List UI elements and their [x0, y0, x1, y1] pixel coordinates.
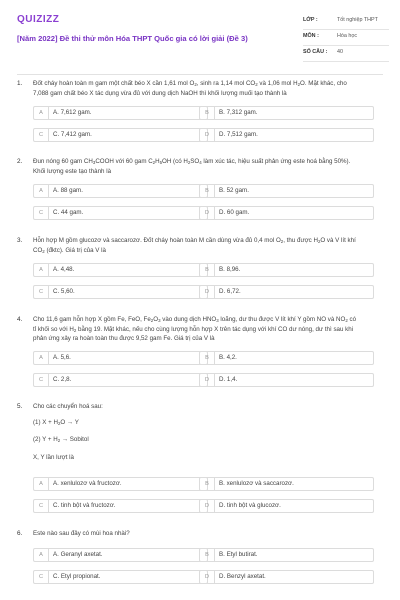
answer-option-d[interactable] [199, 499, 374, 513]
question-number: 3. [17, 237, 23, 244]
option-letter-box: C [34, 500, 49, 512]
question-text [33, 316, 379, 344]
question-line: Khối lượng este tạo thành là [33, 167, 112, 175]
option-text: D. 60 gam. [219, 209, 250, 216]
answer-option-d[interactable] [199, 128, 374, 142]
option-text: C. 2,8. [53, 376, 72, 383]
option-letter-box: A [34, 107, 49, 119]
option-text: A. 4,48. [53, 266, 75, 273]
answer-option-a[interactable] [33, 184, 208, 198]
answer-option-a[interactable] [33, 106, 208, 120]
question-line: Hỗn hợp M gồm glucozơ và saccarozơ. Đốt cháy hoàn toàn M cần dùng vừa đủ 0,4 mol $O_2$, thu được $H_2O$ và V lít khí [33, 237, 356, 244]
answer-option-a[interactable] [33, 263, 208, 277]
option-letter-box: C [34, 207, 49, 219]
answer-option-b[interactable] [199, 548, 374, 562]
option-letter-box: B [200, 352, 215, 364]
question-line: 7,088 gam chất béo X tác dụng vừa đủ với dung dịch NaOH thì khối lượng muối tạo thành là [33, 89, 287, 97]
option-text: C. 5,60. [53, 288, 75, 295]
answer-option-a[interactable] [33, 351, 208, 365]
worksheet-header [17, 14, 387, 62]
option-text: B. 7,312 gam. [219, 109, 258, 116]
meta-key: SỐ CÂU : [303, 49, 328, 55]
meta-table [303, 14, 389, 62]
option-letter-box: B [200, 107, 215, 119]
question-number: 2. [17, 158, 23, 165]
header-divider [17, 74, 383, 75]
answer-option-c[interactable] [33, 128, 208, 142]
option-letter-box: D [200, 500, 215, 512]
answer-option-c[interactable] [33, 373, 208, 387]
answer-option-b[interactable] [199, 351, 374, 365]
meta-row-subject [303, 30, 389, 46]
option-letter-box: D [200, 286, 215, 298]
answer-option-d[interactable] [199, 206, 374, 220]
answer-option-c[interactable] [33, 570, 208, 584]
answer-option-b[interactable] [199, 477, 374, 491]
option-text: A. 7,612 gam. [53, 109, 92, 116]
question-line: Đốt cháy hoàn toàn m gam một chất béo X cần 1,61 mol $O_2$, sinh ra 1,14 mol $CO_2$ và 1,06 mol $H_2O$. Mặt khác, cho [33, 80, 347, 87]
question-line: Cho 11,6 gam hỗn hợp X gồm Fe, FeO, $Fe_2O_3$ vào dung dịch $HNO_3$ loãng, dư thu được V lít khí Y gồm NO và $NO_2$ có [33, 316, 357, 323]
option-letter-box: B [200, 185, 215, 197]
option-letter-box: A [34, 264, 49, 276]
meta-row-class [303, 14, 389, 30]
option-text: B. 52 gam. [219, 187, 249, 194]
option-letter-box: D [200, 129, 215, 141]
meta-value: Tốt nghiệp THPT [337, 17, 378, 23]
question-text [33, 158, 379, 176]
option-letter-box: B [200, 549, 215, 561]
question-number: 6. [17, 530, 23, 537]
option-text: A. xenlulozơ và fructozơ. [53, 480, 122, 487]
option-letter-box: B [200, 478, 215, 490]
meta-key: LỚP : [303, 17, 318, 23]
option-text: B. 8,96. [219, 266, 241, 273]
question-number: 5. [17, 403, 23, 410]
option-text: B. 4,2. [219, 354, 237, 361]
question-text [33, 530, 379, 539]
answer-option-a[interactable] [33, 548, 208, 562]
question-line: tỉ khối so với $H_2$ bằng 19. Mặt khác, nếu cho cùng lượng hỗn hợp X trên tác dụng với khí CO dư nóng, dư thì sau khi [33, 325, 354, 333]
option-letter-box: D [200, 207, 215, 219]
option-letter-box: C [34, 286, 49, 298]
question-line: (2) $Y + H_2$ → Sobitol [33, 436, 89, 444]
meta-value: 40 [337, 49, 343, 55]
option-text: A. Geranyl axetat. [53, 551, 103, 558]
meta-key: MÔN : [303, 33, 319, 39]
question-line: Đun nóng 60 gam $CH_3COOH$ với 60 gam $C_2H_5OH$ (có $H_2SO_4$ làm xúc tác, hiệu suất phản ứng este hoá bằng 50%). [33, 158, 351, 165]
option-text: D. Benzyl axetat. [219, 573, 266, 580]
option-text: C. tinh bột và fructozơ. [53, 502, 116, 509]
question-line: X, Y lần lượt là [33, 453, 74, 461]
option-text: D. 7,512 gam. [219, 131, 258, 138]
page-title: [Năm 2022] Đề thi thử môn Hóa THPT Quốc gia có lời giải (Đề 3) [17, 34, 248, 43]
question-line: $CO_2$ (đktc). Giá trị của V là [33, 246, 106, 254]
question-line: Este nào sau đây có mùi hoa nhài? [33, 530, 130, 537]
answer-option-b[interactable] [199, 184, 374, 198]
option-letter-box: A [34, 352, 49, 364]
question-line: phản ứng xảy ra hoàn toàn thu được 9,52 gam Fe. Giá trị của V là [33, 335, 215, 343]
meta-row-count [303, 46, 389, 62]
answer-option-c[interactable] [33, 285, 208, 299]
question-number: 4. [17, 316, 23, 323]
option-text: C. Etyl propionat. [53, 573, 101, 580]
option-text: C. 44 gam. [53, 209, 84, 216]
question-line: (1) $X + H_2O \to Y$ [33, 419, 79, 427]
option-letter-box: B [200, 264, 215, 276]
answer-option-b[interactable] [199, 263, 374, 277]
option-letter-box: C [34, 374, 49, 386]
option-letter-box: A [34, 478, 49, 490]
option-letter-box: D [200, 571, 215, 583]
quizizz-logo: QUIZIZZ [17, 14, 60, 25]
answer-option-d[interactable] [199, 570, 374, 584]
answer-option-a[interactable] [33, 477, 208, 491]
option-text: D. 6,72. [219, 288, 241, 295]
option-text: D. 1,4. [219, 376, 238, 383]
option-text: B. xenlulozơ và saccarozơ. [219, 480, 294, 487]
answer-option-c[interactable] [33, 499, 208, 513]
option-text: B. Etyl butirat. [219, 551, 258, 558]
option-letter-box: A [34, 185, 49, 197]
answer-option-d[interactable] [199, 285, 374, 299]
option-text: A. 5,6. [53, 354, 71, 361]
option-text: A. 88 gam. [53, 187, 83, 194]
option-letter-box: C [34, 571, 49, 583]
option-text: C. 7,412 gam. [53, 131, 92, 138]
question-text [33, 403, 379, 470]
answer-option-b[interactable] [199, 106, 374, 120]
option-text: D. tinh bột và glucozơ. [219, 502, 281, 509]
meta-value: Hóa học [337, 33, 358, 39]
answer-option-d[interactable] [199, 373, 374, 387]
option-letter-box: A [34, 549, 49, 561]
question-text [33, 80, 379, 98]
answer-option-c[interactable] [33, 206, 208, 220]
option-letter-box: C [34, 129, 49, 141]
option-letter-box: D [200, 374, 215, 386]
question-text [33, 237, 379, 256]
question-number: 1. [17, 80, 23, 87]
question-line: Cho các chuyển hoá sau: [33, 403, 103, 410]
